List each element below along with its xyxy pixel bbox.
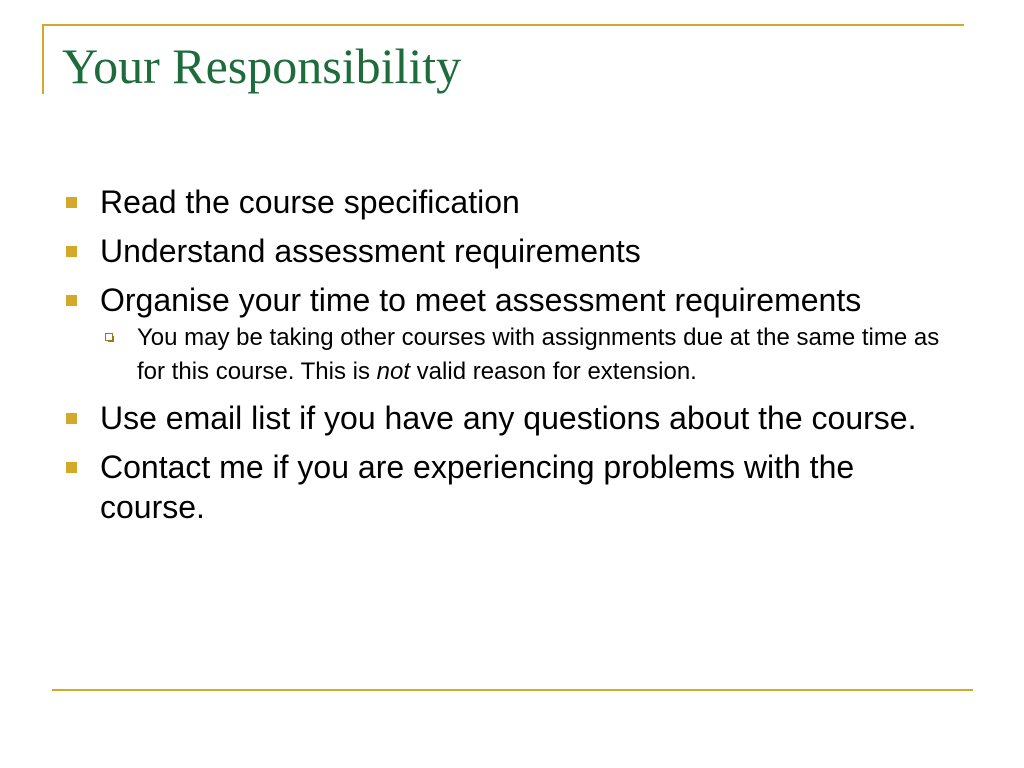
- square-bullet-icon: [66, 413, 77, 424]
- list-item: [62, 231, 942, 271]
- square-bullet-icon: [66, 197, 77, 208]
- list-item: [62, 182, 942, 222]
- sub-bullet-text-after: valid reason for extension.: [410, 358, 697, 385]
- sub-list-item: [100, 321, 942, 389]
- list-item: [62, 280, 942, 389]
- hollow-square-bullet-icon: [105, 333, 113, 341]
- sub-bullet-text: [137, 324, 939, 385]
- bullet-list: [62, 182, 942, 527]
- slide-body: [62, 182, 942, 536]
- square-bullet-icon: [66, 462, 77, 473]
- bullet-text: Organise your time to meet assessment requirements: [100, 282, 862, 318]
- left-rule: [42, 24, 44, 94]
- bullet-text: Use email list if you have any questions about the course.: [100, 400, 917, 436]
- list-item: [62, 447, 942, 527]
- bullet-text: Contact me if you are experiencing problems with the course.: [100, 449, 855, 525]
- sub-bullet-emphasis: not: [376, 358, 411, 385]
- sub-bullet-text-before: You may be taking other courses with assignments due at the same time as for this course. This is: [137, 324, 940, 385]
- bullet-text: Understand assessment requirements: [100, 233, 641, 269]
- bottom-rule: [52, 689, 973, 691]
- list-item: [62, 398, 942, 438]
- square-bullet-icon: [66, 295, 77, 306]
- slide-title: Your Responsibility: [62, 38, 462, 94]
- top-rule: [42, 24, 964, 26]
- sub-bullet-list: [100, 321, 942, 389]
- square-bullet-icon: [66, 246, 77, 257]
- bullet-text: Read the course specification: [100, 184, 520, 220]
